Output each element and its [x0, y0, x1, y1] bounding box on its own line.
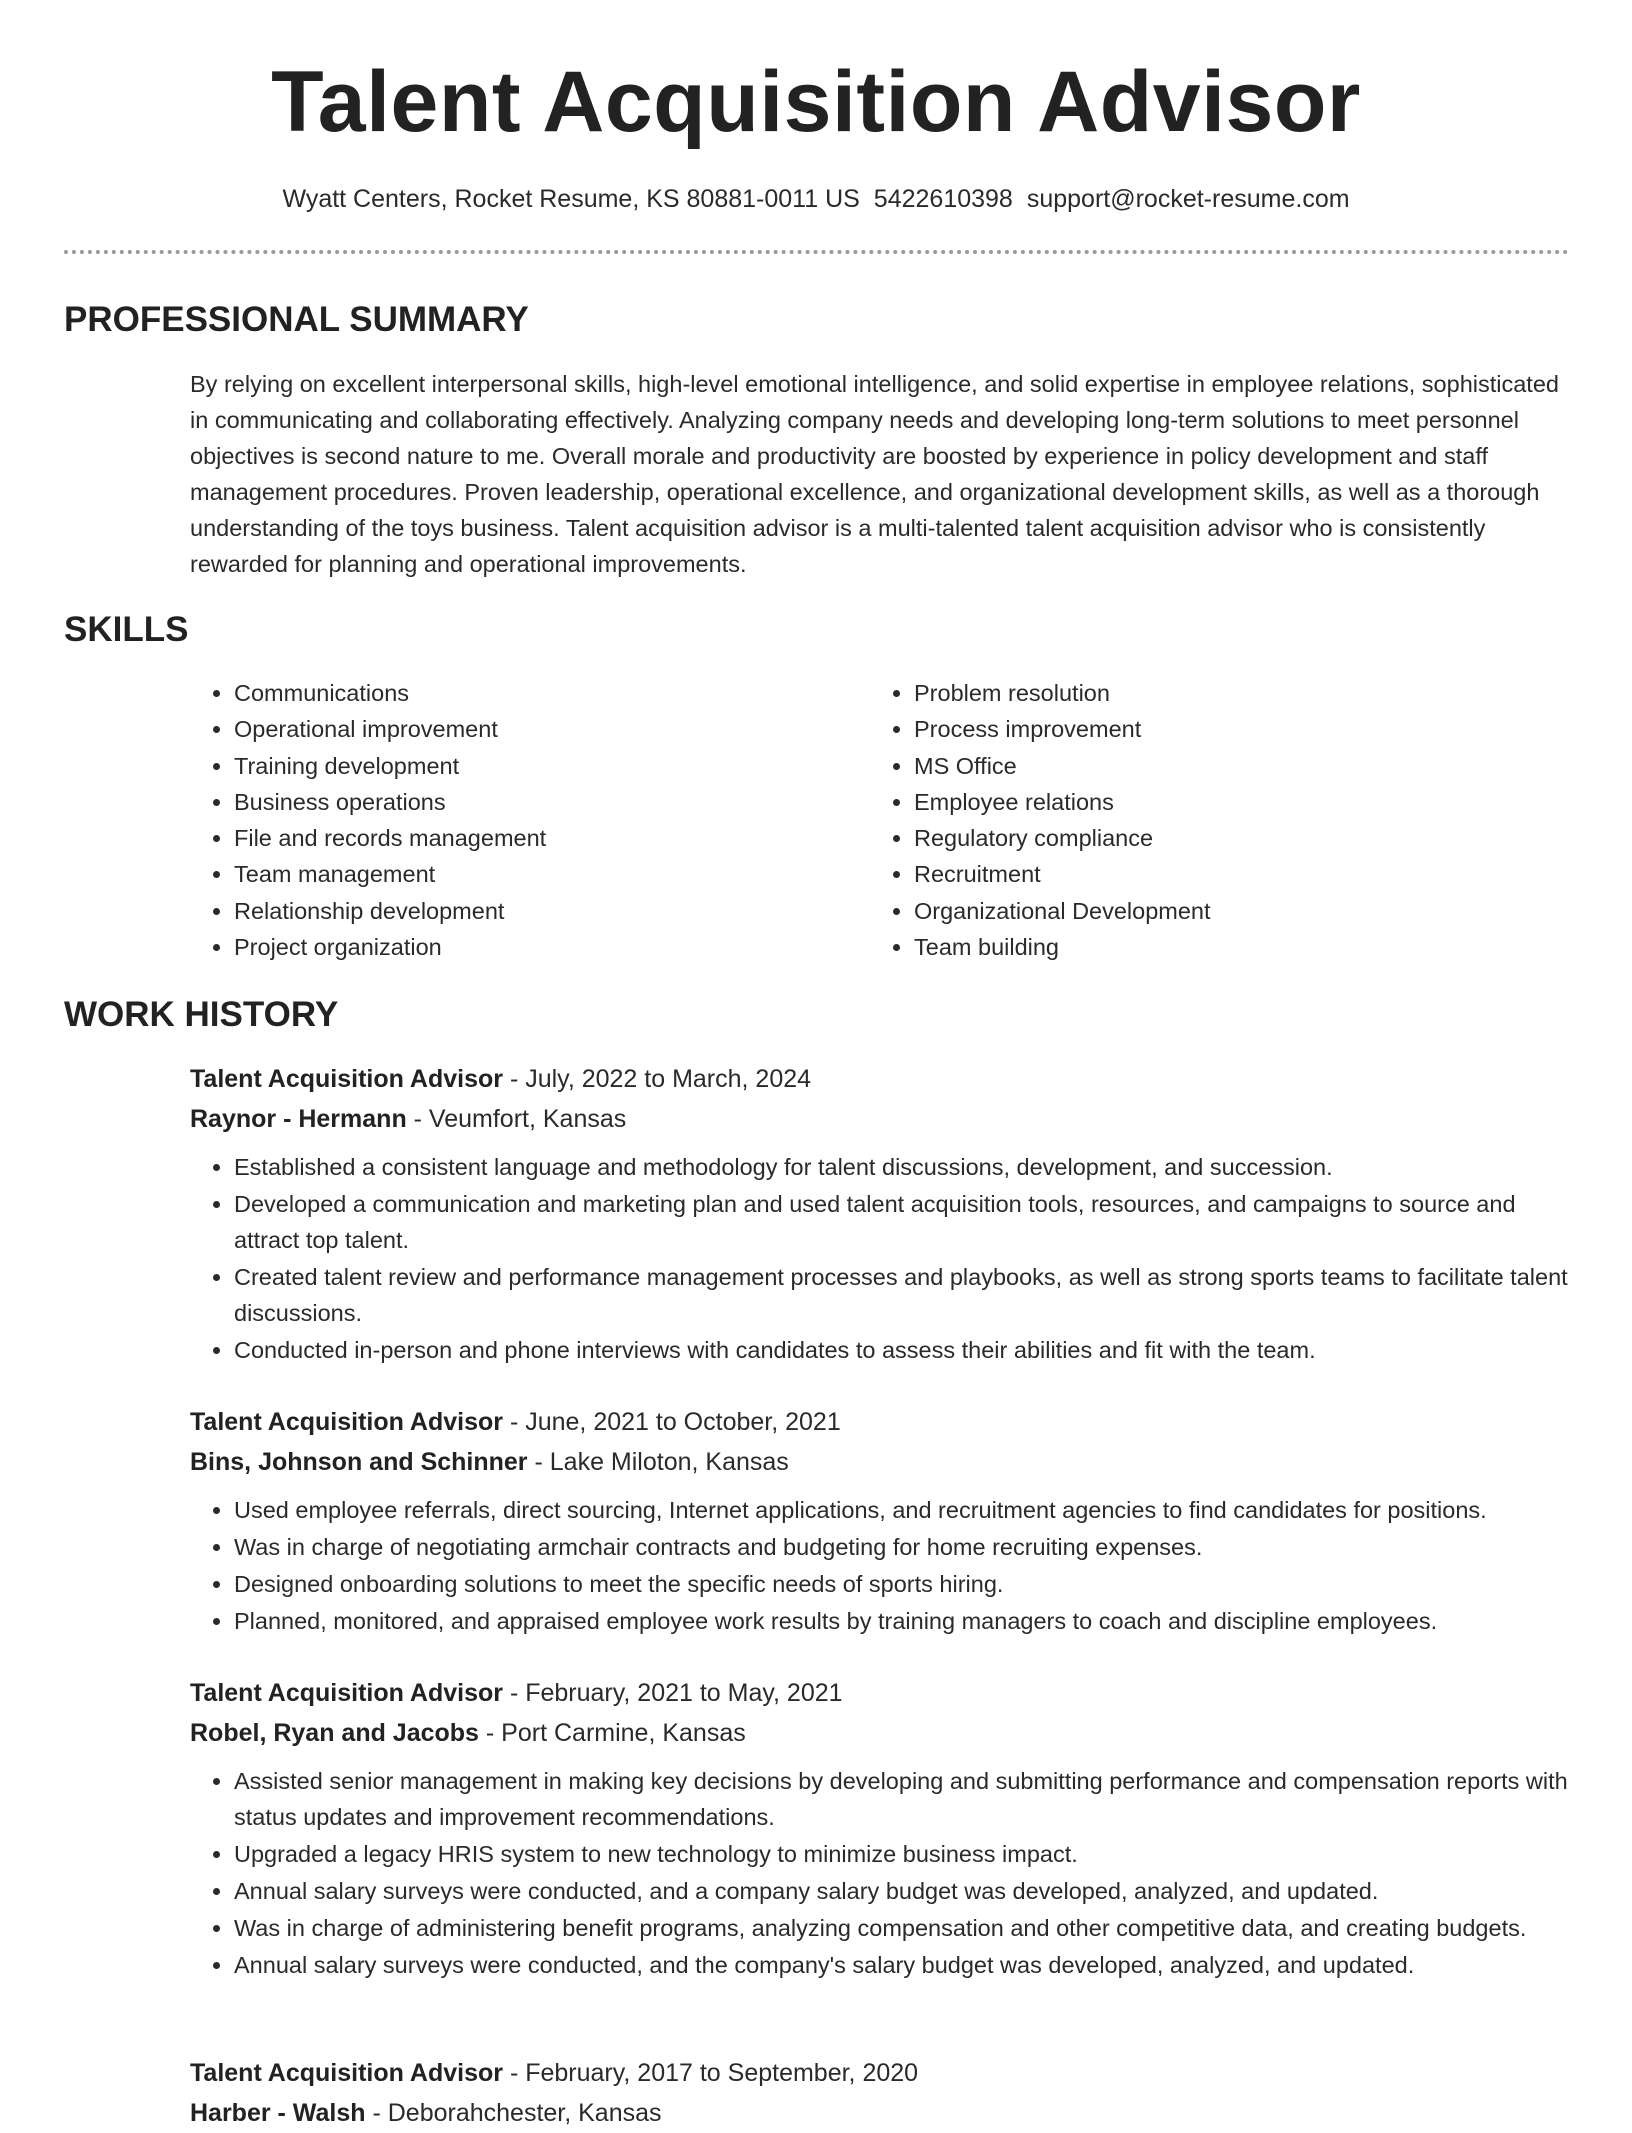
skill-item: • Problem resolution — [914, 675, 1211, 711]
job-location: - Deborahchester, Kansas — [365, 2099, 662, 2127]
skill-item: • Project organization — [234, 929, 546, 965]
work-history-heading: WORK HISTORY — [64, 995, 339, 1034]
job-company: Harber - Walsh — [190, 2099, 366, 2127]
job-bullet: • Annual salary surveys were conducted, and a company salary budget was developed, analyzed, and updated. — [234, 1873, 1585, 1909]
job-title: Talent Acquisition Advisor — [190, 1408, 503, 1436]
job-bullet: • Assisted senior management in making key decisions by developing and submitting performance and compensation reports with status updates and improvement recommendations. — [234, 1763, 1585, 1835]
job-dates: - February, 2021 to May, 2021 — [503, 1679, 843, 1707]
job-bullets — [190, 1763, 1585, 1983]
job-company-line — [190, 2093, 1585, 2133]
job-bullet: • Developed a communication and marketing plan and used talent acquisition tools, resources, and campaigns to source and attract top talent. — [234, 1186, 1585, 1258]
contact-email: support@rocket-resume.com — [1026, 185, 1350, 213]
job-title-line — [190, 1402, 1585, 1442]
job-entry — [190, 1059, 1585, 1369]
job-entry — [190, 2053, 1585, 2133]
job-company: Raynor - Hermann — [190, 1105, 407, 1133]
job-location: - Lake Miloton, Kansas — [527, 1448, 789, 1476]
job-title-line — [190, 1059, 1585, 1099]
job-location: - Port Carmine, Kansas — [478, 1719, 746, 1747]
skills-heading: SKILLS — [64, 610, 189, 649]
job-dates: - June, 2021 to October, 2021 — [503, 1408, 841, 1436]
job-bullet: • Designed onboarding solutions to meet the specific needs of sports hiring. — [234, 1566, 1585, 1602]
job-bullets — [190, 1149, 1585, 1368]
header-divider — [64, 250, 1569, 254]
contact-address: Wyatt Centers, Rocket Resume, KS 80881-0011 US — [282, 185, 860, 213]
skills-list-right — [870, 675, 1211, 965]
job-bullet: • Planned, monitored, and appraised employee work results by training managers to coach and discipline employees. — [234, 1603, 1585, 1639]
job-entry — [190, 1673, 1585, 1984]
job-bullet: • Established a consistent language and methodology for talent discussions, development, and succession. — [234, 1149, 1585, 1185]
job-company-line — [190, 1099, 1585, 1139]
skill-item: • Business operations — [234, 784, 546, 820]
job-dates: - July, 2022 to March, 2024 — [503, 1065, 812, 1093]
job-title: Talent Acquisition Advisor — [190, 2059, 503, 2087]
job-bullet: • Created talent review and performance management processes and playbooks, as well as strong sports teams to facilitate talent discussions. — [234, 1259, 1585, 1331]
skill-item: • MS Office — [914, 748, 1211, 784]
job-bullets — [190, 1492, 1585, 1639]
job-bullet: • Was in charge of administering benefit programs, analyzing compensation and other competitive data, and creating budgets. — [234, 1910, 1585, 1946]
contact-phone: 5422610398 — [873, 185, 1013, 213]
skill-item: • Process improvement — [914, 711, 1211, 747]
job-company: Robel, Ryan and Jacobs — [190, 1719, 479, 1747]
job-title: Talent Acquisition Advisor — [190, 1065, 503, 1093]
job-bullet: • Conducted in-person and phone interviews with candidates to assess their abilities and fit with the team. — [234, 1332, 1585, 1368]
skill-item: • Training development — [234, 748, 546, 784]
skill-item: • Recruitment — [914, 856, 1211, 892]
job-bullet: • Was in charge of negotiating armchair contracts and budgeting for home recruiting expenses. — [234, 1529, 1585, 1565]
skill-item: • Communications — [234, 675, 546, 711]
job-entry — [190, 1402, 1585, 1640]
summary-heading: PROFESSIONAL SUMMARY — [64, 300, 529, 339]
skill-item: • Team building — [914, 929, 1211, 965]
job-location: - Veumfort, Kansas — [406, 1105, 627, 1133]
skill-item: • Relationship development — [234, 893, 546, 929]
contact-line — [0, 182, 1632, 216]
job-title: Talent Acquisition Advisor — [190, 1679, 503, 1707]
job-bullet: • Annual salary surveys were conducted, and the company's salary budget was developed, analyzed, and updated. — [234, 1947, 1585, 1983]
skill-item: • Operational improvement — [234, 711, 546, 747]
skill-item: • Organizational Development — [914, 893, 1211, 929]
summary-text: By relying on excellent interpersonal skills, high-level emotional intelligence, and solid expertise in employee relations, sophisticated in communicating and collaborating effectively. Analyzing company needs and developing long-term solutions to meet personnel objectives is second nature to me. Overall morale and productivity are boosted by experience in policy development and staff management procedures. Proven leadership, operational excellence, and organizational development skills, as well as a thorough understanding of the toys business. Talent acquisition advisor is a multi-talented talent acquisition advisor who is consistently rewarded for planning and operational improvements. — [190, 371, 1559, 577]
job-company: Bins, Johnson and Schinner — [190, 1448, 528, 1476]
skill-item: • Regulatory compliance — [914, 820, 1211, 856]
candidate-name: Talent Acquisition Advisor — [271, 54, 1361, 150]
skills-list-left — [190, 675, 546, 965]
job-company-line — [190, 1442, 1585, 1482]
skill-item: • Team management — [234, 856, 546, 892]
skill-item: • File and records management — [234, 820, 546, 856]
job-bullet: • Used employee referrals, direct sourcing, Internet applications, and recruitment agencies to find candidates for positions. — [234, 1492, 1585, 1528]
job-dates: - February, 2017 to September, 2020 — [503, 2059, 919, 2087]
job-title-line — [190, 2053, 1585, 2093]
job-bullet: • Upgraded a legacy HRIS system to new technology to minimize business impact. — [234, 1836, 1585, 1872]
job-title-line — [190, 1673, 1585, 1713]
job-company-line — [190, 1713, 1585, 1753]
skill-item: • Employee relations — [914, 784, 1211, 820]
